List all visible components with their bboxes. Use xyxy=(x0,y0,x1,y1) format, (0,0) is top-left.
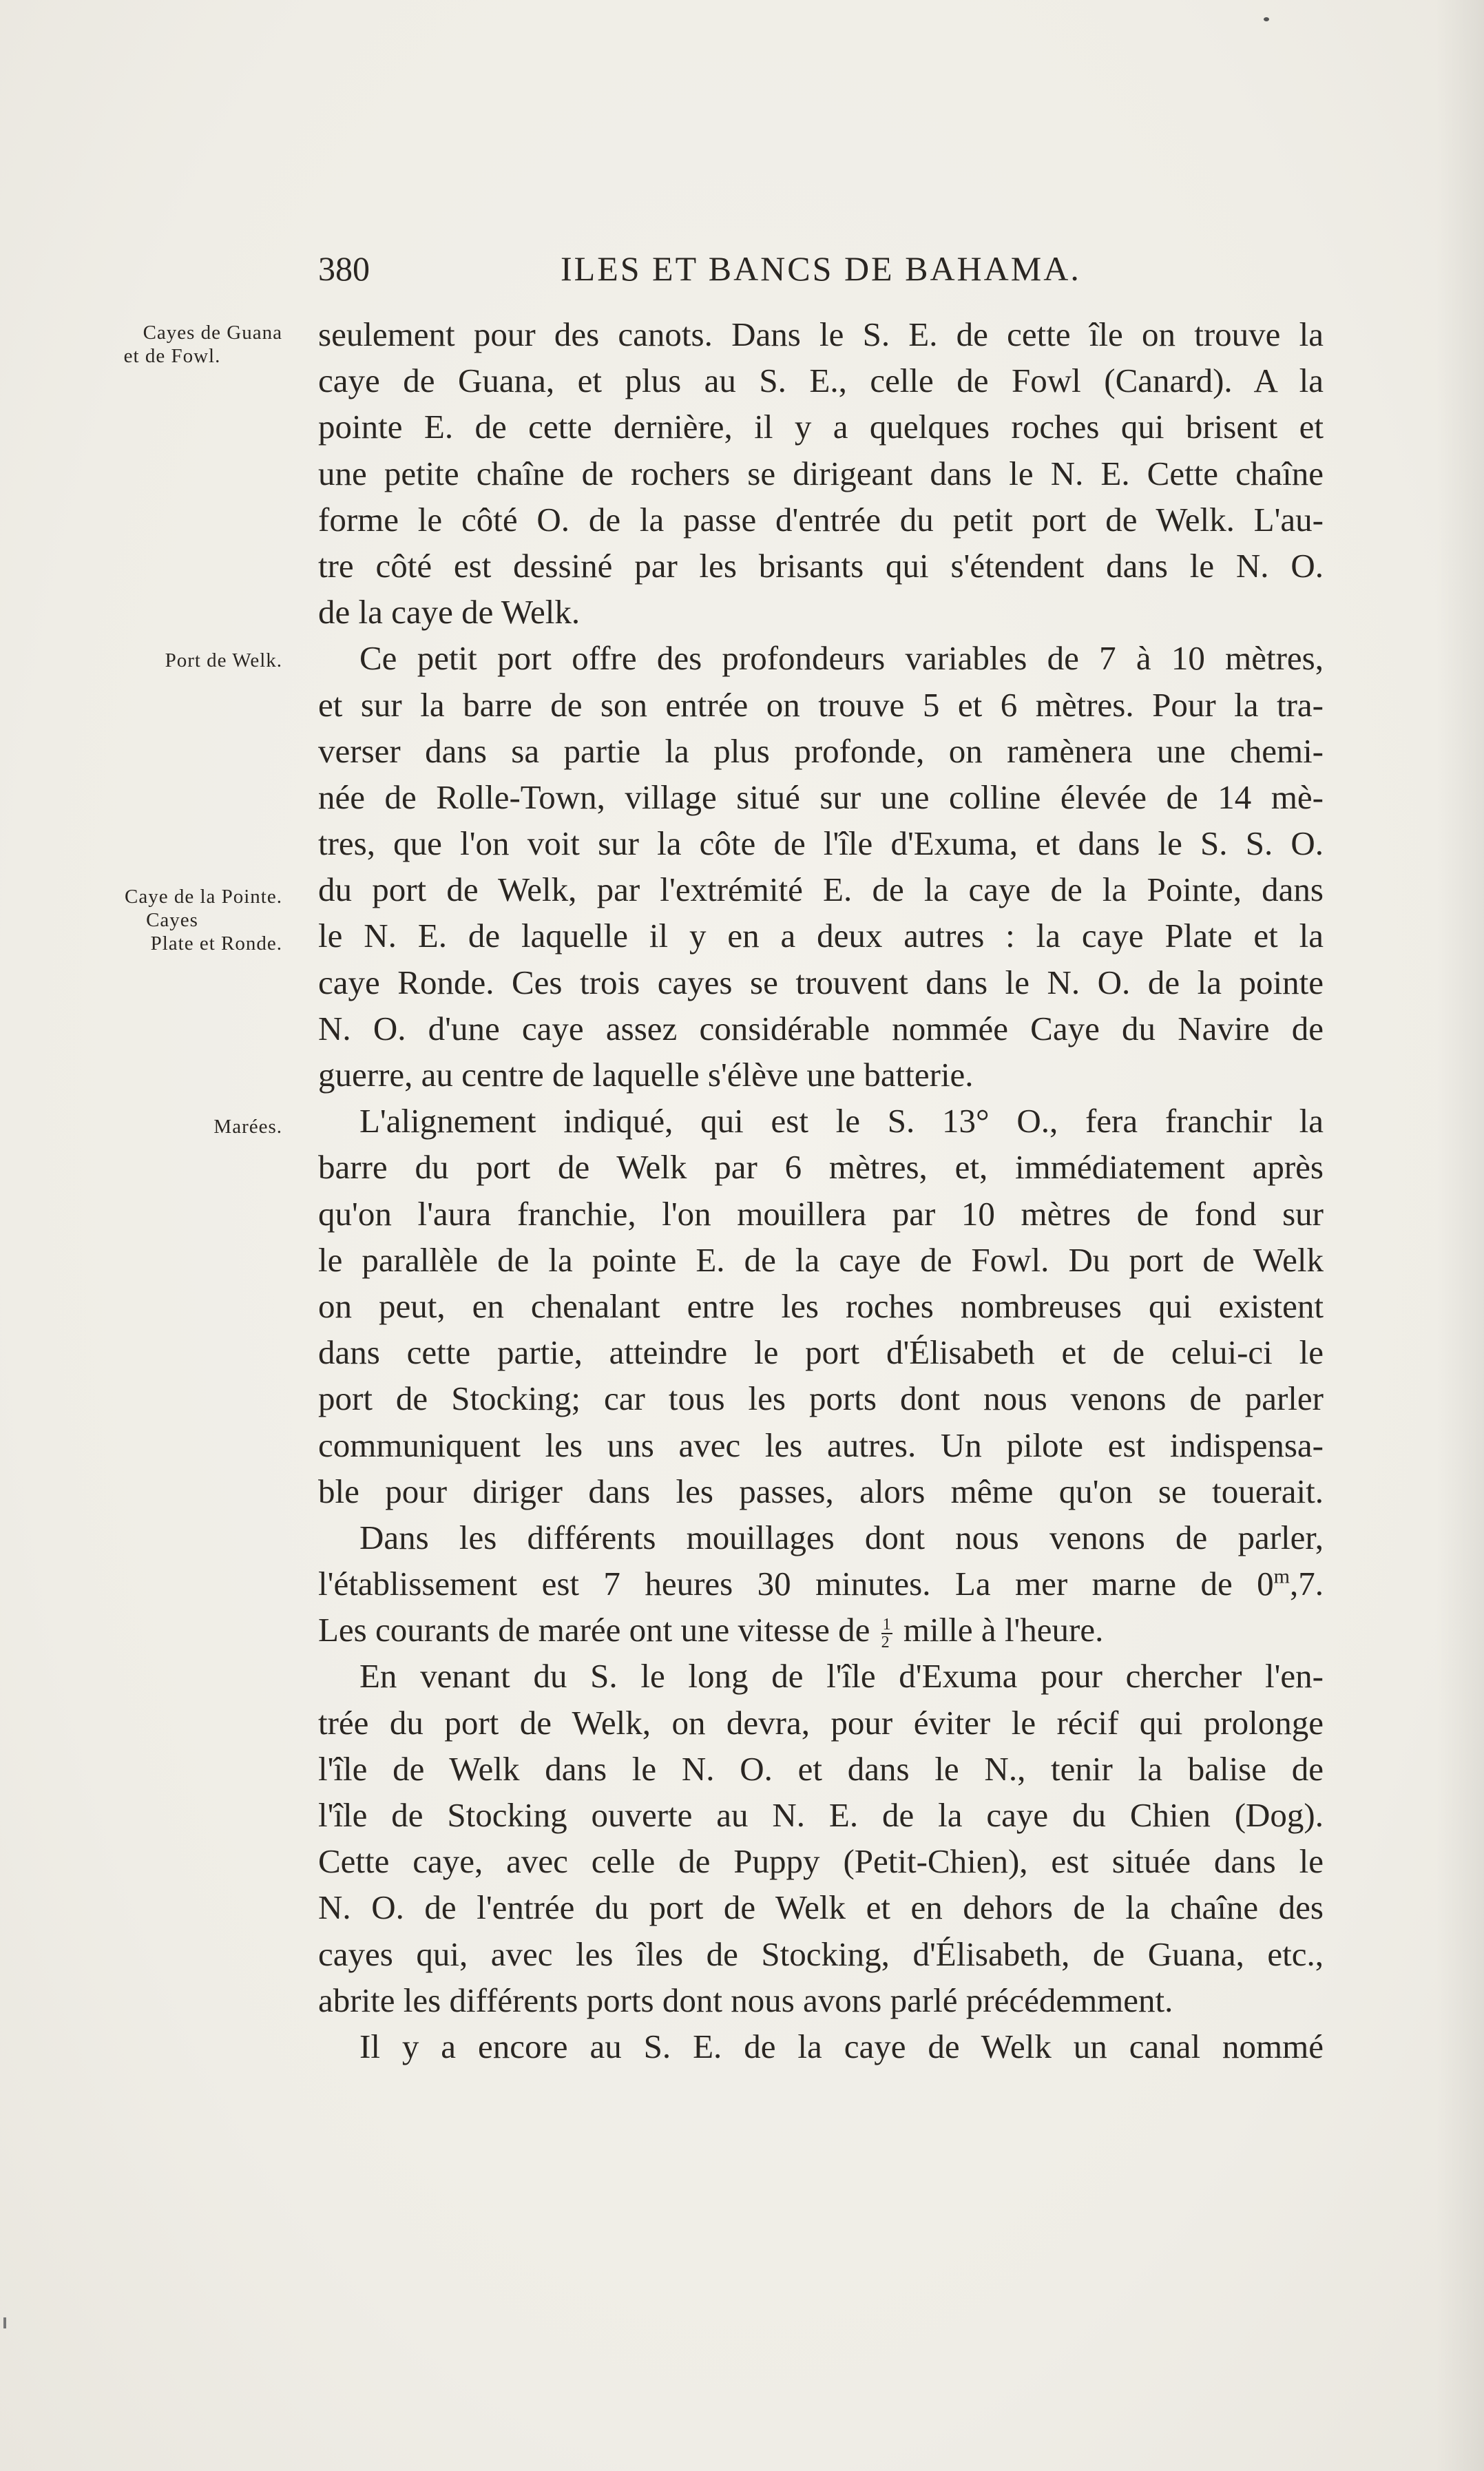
margin-note-marees xyxy=(76,1115,282,1138)
text-line: tre côté est dessiné par les brisants qui s'étendent dans le N. O. xyxy=(318,546,1324,585)
text-line: de la caye de Welk. xyxy=(318,593,581,632)
text-line: Dans les différents mouillages dont nous venons de parler, xyxy=(359,1518,1324,1556)
text-line: N. O. d'une caye assez considérable nommée Caye du Navire de xyxy=(318,1009,1324,1047)
text-line: trée du port de Welk, on devra, pour éviter le récif qui prolonge xyxy=(318,1703,1324,1742)
margin-note-guana-fowl xyxy=(76,321,282,368)
text-fragment: mille à l'heure. xyxy=(895,1611,1104,1649)
fraction-denominator: 2 xyxy=(881,1634,890,1651)
text-line: née de Rolle-Town, village situé sur une colline élevée de 14 mè- xyxy=(318,778,1324,816)
body-text xyxy=(318,311,1324,2069)
text-fragment: l'établissement est 7 heures 30 minutes. La mer marne de 0 xyxy=(318,1565,1274,1603)
text-line: cayes qui, avec les îles de Stocking, d'Élisabeth, de Guana, etc., xyxy=(318,1935,1324,1973)
unit-superscript: m xyxy=(1273,1565,1290,1588)
margin-note-caye-pointe xyxy=(76,885,282,955)
text-line: on peut, en chenalant entre les roches nombreuses qui existent xyxy=(318,1286,1324,1325)
text-line: l'île de Stocking ouverte au N. E. de la caye du Chien (Dog). xyxy=(318,1796,1324,1834)
text-line: tres, que l'on voit sur la côte de l'île d'Exuma, et dans le S. S. O. xyxy=(318,824,1324,863)
text-line: ble pour diriger dans les passes, alors même qu'on se touerait. xyxy=(318,1472,1324,1510)
page-header xyxy=(318,244,1324,293)
text-line: barre du port de Welk par 6 mètres, et, immédiatement après xyxy=(318,1148,1324,1187)
margin-note-line: et de Fowl. xyxy=(123,345,221,367)
text-line: le parallèle de la pointe E. de la caye de Fowl. Du port de Welk xyxy=(318,1240,1324,1279)
text-line: Il y a encore au S. E. de la caye de Welk un canal nommé xyxy=(359,2027,1324,2065)
text-line: une petite chaîne de rochers se dirigeant dans le N. E. Cette chaîne xyxy=(318,454,1324,492)
ink-speck xyxy=(1264,17,1269,21)
text-fragment: ,7. xyxy=(1290,1565,1324,1603)
margin-note-line: Port de Welk. xyxy=(165,649,282,671)
text-line: caye de Guana, et plus au S. E., celle de Fowl (Canard). A la xyxy=(318,362,1324,400)
text-line: caye Ronde. Ces trois cayes se trouvent dans le N. O. de la pointe xyxy=(318,963,1324,1001)
page-number: 380 xyxy=(318,249,370,288)
text-line: du port de Welk, par l'extrémité E. de la caye de la Pointe, dans xyxy=(318,870,1324,909)
margin-note-line: Cayes de Guana xyxy=(143,322,282,344)
text-line-current xyxy=(318,1607,1324,1653)
text-line: guerre, au centre de laquelle s'élève une batterie. xyxy=(318,1056,974,1094)
text-line: pointe E. de cette dernière, il y a quelques roches qui brisent et xyxy=(318,408,1324,446)
spine-shadow xyxy=(1436,0,1484,2471)
text-line: et sur la barre de son entrée on trouve 5 et 6 mètres. Pour la tra- xyxy=(318,685,1324,724)
fraction-numerator: 1 xyxy=(882,1616,891,1634)
text-line: port de Stocking; car tous les ports dont nous venons de parler xyxy=(318,1379,1324,1418)
text-line: communiquent les uns avec les autres. Un pilote est indispensa- xyxy=(318,1426,1324,1464)
margin-note-port-welk xyxy=(76,649,282,672)
text-line: abrite les différents ports dont nous avons parlé précédemment. xyxy=(318,1981,1173,2019)
ink-speck xyxy=(3,2317,6,2328)
text-fragment: Les courants de marée ont une vitesse de xyxy=(318,1611,870,1649)
text-line: En venant du S. le long de l'île d'Exuma pour chercher l'en- xyxy=(359,1657,1324,1696)
text-line: verser dans sa partie la plus profonde, on ramènera une chemi- xyxy=(318,731,1324,770)
running-title: ILES ET BANCS DE BAHAMA. xyxy=(561,249,1081,288)
text-line: le N. E. de laquelle il y en a deux autres : la caye Plate et la xyxy=(318,917,1324,955)
margin-note-line: Cayes xyxy=(146,909,198,931)
margin-note-line: Caye de la Pointe. xyxy=(124,886,282,908)
text-line: forme le côté O. de la passe d'entrée du petit port de Welk. L'au- xyxy=(318,500,1324,539)
margin-note-line: Plate et Ronde. xyxy=(150,932,282,955)
text-line: dans cette partie, atteindre le port d'Élisabeth et de celui-ci le xyxy=(318,1333,1324,1372)
text-line: qu'on l'aura franchie, l'on mouillera par 10 mètres de fond sur xyxy=(318,1194,1324,1233)
text-line: Cette caye, avec celle de Puppy (Petit-Chien), est située dans le xyxy=(318,1842,1324,1881)
text-line-tide xyxy=(318,1561,1324,1607)
text-line: N. O. de l'entrée du port de Welk et en dehors de la chaîne des xyxy=(318,1888,1324,1927)
text-line: Ce petit port offre des profondeurs variables de 7 à 10 mètres, xyxy=(359,639,1324,678)
text-line: seulement pour des canots. Dans le S. E. de cette île on trouve la xyxy=(318,315,1324,353)
text-line: L'alignement indiqué, qui est le S. 13° O., fera franchir la xyxy=(359,1102,1324,1140)
fraction xyxy=(881,1616,892,1651)
text-line: l'île de Welk dans le N. O. et dans le N., tenir la balise de xyxy=(318,1749,1324,1788)
margin-note-line: Marées. xyxy=(213,1116,282,1138)
